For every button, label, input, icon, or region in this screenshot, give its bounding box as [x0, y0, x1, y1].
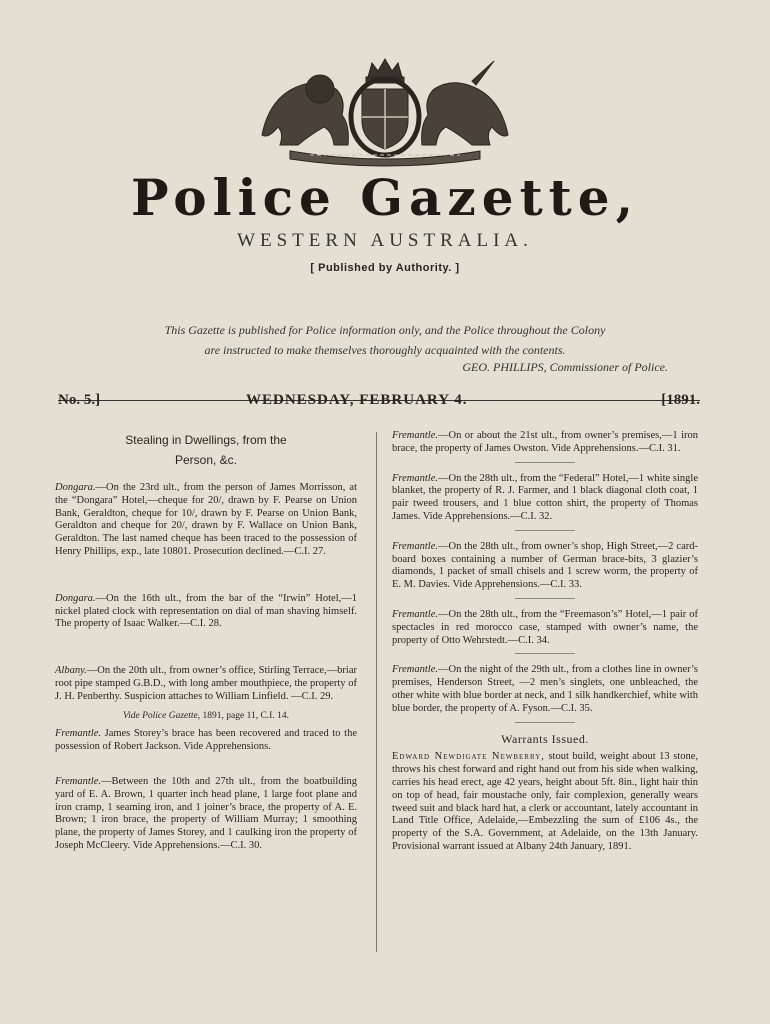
list-item: Fremantle.—On or about the 21st ult., from owner’s premises,—1 iron brace, the property of James Owston. Vide Apprehensions.—C.I. 31. [392, 430, 698, 454]
section-title-line-1: Stealing in Dwellings, from the [125, 433, 287, 447]
royal-crest-icon [250, 55, 520, 167]
masthead-subtitle: WESTERN AUSTRALIA. [237, 230, 533, 251]
list-item: Fremantle. James Storey’s brace has been recovered and traced to the possession of Robert Jackson. Vide Apprehensions. [55, 728, 357, 753]
notice-line-2: are instructed to make themselves thoroughly acquainted with the contents. [204, 343, 566, 357]
issue-line [58, 392, 700, 408]
list-item: Albany.—On the 20th ult., from owner’s office, Stirling Terrace,—briar root pipe stamped G.B.D., with long amber mouthpiece, the property of J. H. Penberthy. Suspicion attaches to William Linfield. —C.I. 29. [55, 665, 357, 702]
warrant-entry: Edward Newdigate Newberry, stout build, weight about 13 stone, throws his chest forward and right hand out from his side when walking, carries his head erect, age 42 years, height about 5ft. 8in., light hair thin on top of head, fair moustache only, fair complexion, generally wears tweed suit and black hard hat, a clerk or accountant, lately accountant in Land Title Office, Adelaide,—Embezzling the sum of £106 4s., the property of the S.A. Government, at Adelaide, on the 13th January. Provisional warrant issued at Albany 24th January, 1891. [392, 751, 698, 852]
list-item: Fremantle.—On the night of the 29th ult., from a clothes line in owner’s premises, Henderson Street, —2 men’s singlets, one unbleached, the other white with blue border at neck, and 1 silk handkerchief, white with blue border, the property of A. Fyson.—C.I. 35. [392, 664, 698, 714]
section-title-line-2: Person, &c. [174, 453, 238, 467]
warrants-section-title: Warrants Issued. [501, 731, 589, 746]
right-column [392, 430, 698, 854]
issue-date: WEDNESDAY, FEBRUARY 4. [246, 392, 468, 408]
list-item: Fremantle.—On the 28th ult., from the “Freemason’s” Hotel,—1 pair of spectacles in red morocco case, stamped with owner’s name, the property of Otto Wehrstedt.—C.I. 34. [392, 608, 698, 646]
notice-line-1: This Gazette is published for Police information only, and the Police throughout the Colony [164, 323, 606, 337]
divider [515, 462, 575, 463]
divider [515, 530, 575, 531]
list-item: Fremantle.—On the 28th ult., from the “Federal” Hotel,—1 white single blanket, the property of R. J. Farmer, and 1 black diagonal cloth coat, 1 pair tweed trousers, and 1 blue cotton shirt, the property of Thomas James. Vide Apprehensions.—C.I. 32. [392, 472, 698, 522]
list-item: Fremantle.—On the 28th ult., from owner’s shop, High Street,—2 card-board boxes containing a number of German brace-bits, 3 glazier’s diamonds, 1 packet of small chisels and 1 screw worm, the property of E. M. Davies. Vide Apprehensions.—C.I. 33. [392, 540, 698, 591]
list-item: Fremantle.—Between the 10th and 27th ult., from the boatbuilding yard of E. A. Brown, 1 quarter inch head plane, 1 large foot plane and iron cramp, 1 seaming iron, and 1 joiner’s brace, the property of A. E. Brown; 1 iron brace, the property of William Murray; 1 smoothing plane, the property of James Storey, and 1 caulking iron the property of Joseph McCleery. Vide Apprehensions.—C.I. 30. [55, 775, 357, 851]
issue-year: [1891. [661, 392, 700, 408]
divider [515, 598, 575, 599]
published-by-authority: [ Published by Authority. ] [310, 262, 460, 274]
masthead-title: Police Gazette, [131, 168, 639, 227]
gazette-notice [60, 320, 710, 360]
list-item: Dongara.—On the 23rd ult., from the person of James Morrisson, at the “Dongara” Hotel,—cheque for 20/, drawn by F. Pearse on Union Bank, Geraldton, cheque for 10/, drawn by F. Pearse on Union Bank, Geraldton and cheque for 20/, drawn by F. Wallace on Union Bank, Geraldton. The last named cheque has been traced to the possession of Henry Phillips, exp., late 10801. Prosecution declined.—C.I. 27. [55, 482, 357, 557]
left-column [55, 430, 357, 853]
list-item: Dongara.—On the 16th ult., from the bar of the “Irwin” Hotel,—1 nickel plated clock with representation on dial of man shaving himself. The property of Isaac Walker.—C.I. 28. [55, 592, 357, 630]
commissioner-signature: GEO. PHILLIPS, Commissioner of Police. [462, 360, 668, 374]
issue-number: No. 5.] [58, 392, 101, 408]
gazette-reference: Vide Police Gazette, 1891, page 11, C.I. 14. [123, 710, 289, 721]
column-divider [376, 432, 377, 952]
divider [515, 722, 575, 723]
divider [515, 653, 575, 654]
